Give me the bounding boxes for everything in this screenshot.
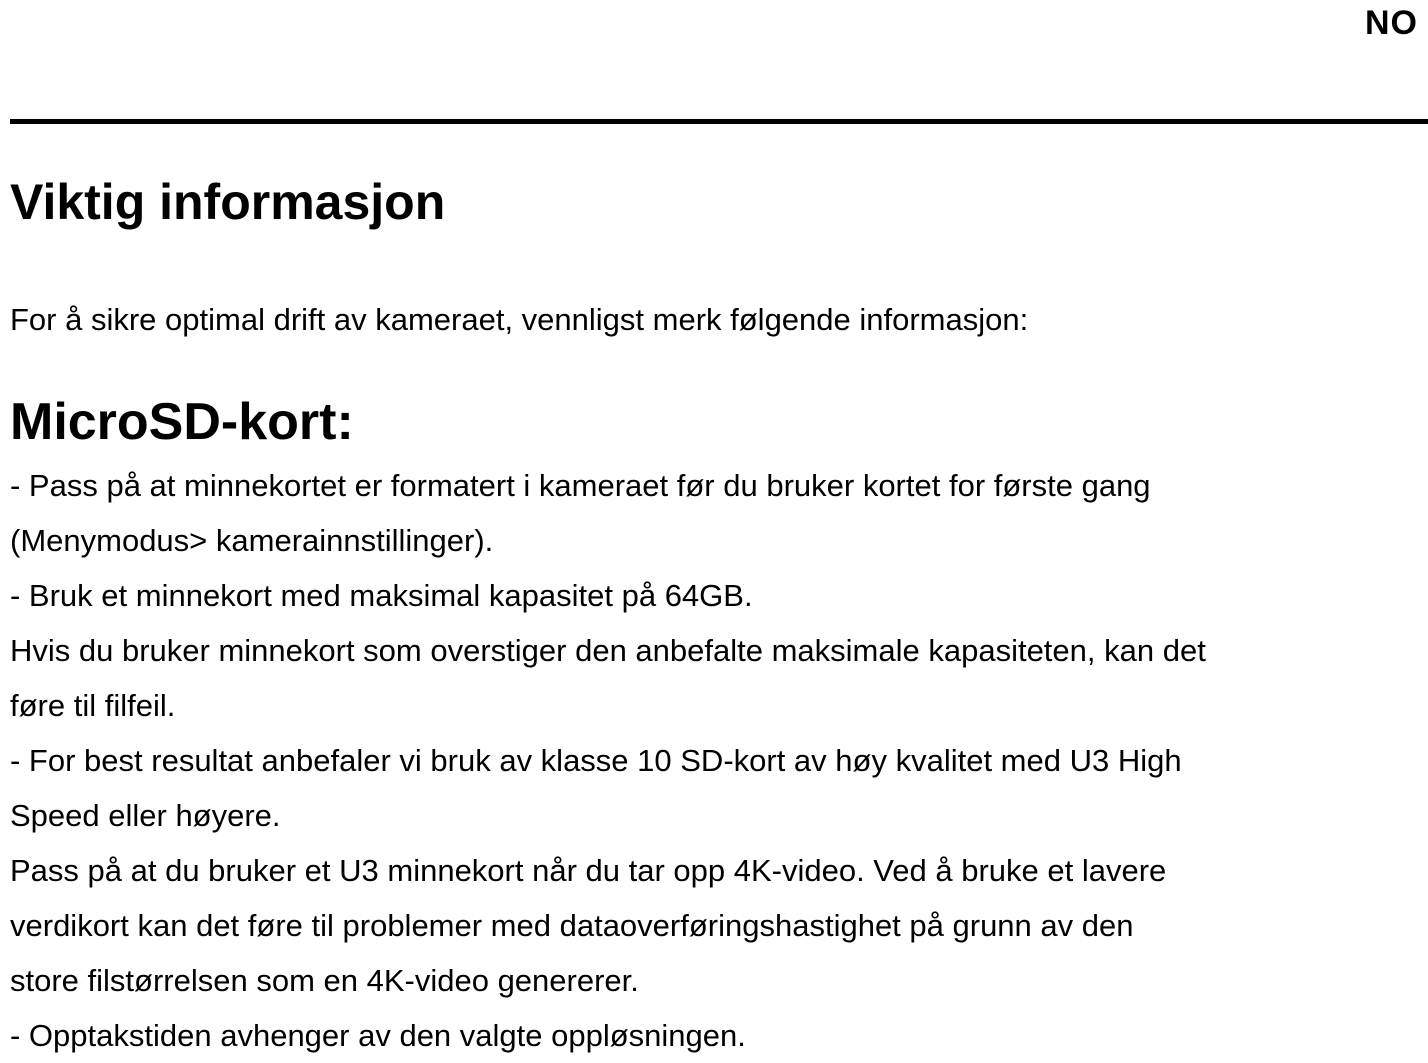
text-line: verdikort kan det føre til problemer med dataoverføringshastighet på grunn av den	[10, 908, 1134, 943]
section-heading-microsd: MicroSD-kort:	[10, 393, 354, 451]
text-line: føre til filfeil.	[10, 688, 176, 723]
language-code: NO	[1365, 4, 1418, 42]
text-line: store filstørrelsen som en 4K-video genererer.	[10, 963, 639, 998]
page-title: Viktig informasjon	[10, 174, 446, 230]
text-line: - For best resultat anbefaler vi bruk av klasse 10 SD-kort av høy kvalitet med U3 High	[10, 743, 1182, 778]
intro-text: For å sikre optimal drift av kameraet, vennligst merk følgende informasjon:	[10, 302, 1029, 337]
header-divider	[10, 119, 1428, 124]
text-line: - Pass på at minnekortet er formatert i kameraet før du bruker kortet for første gang	[10, 468, 1151, 503]
text-line: Speed eller høyere.	[10, 798, 281, 833]
text-line: - Bruk et minnekort med maksimal kapasitet på 64GB.	[10, 578, 753, 613]
text-line: Hvis du bruker minnekort som overstiger den anbefalte maksimale kapasiteten, kan det	[10, 633, 1206, 668]
microsd-info-lines	[10, 458, 1206, 1063]
text-line: Pass på at du bruker et U3 minnekort når du tar opp 4K-video. Ved å bruke et lavere	[10, 853, 1167, 888]
text-line: - Opptakstiden avhenger av den valgte oppløsningen.	[10, 1018, 746, 1053]
text-line: (Menymodus> kamerainnstillinger).	[10, 523, 494, 558]
